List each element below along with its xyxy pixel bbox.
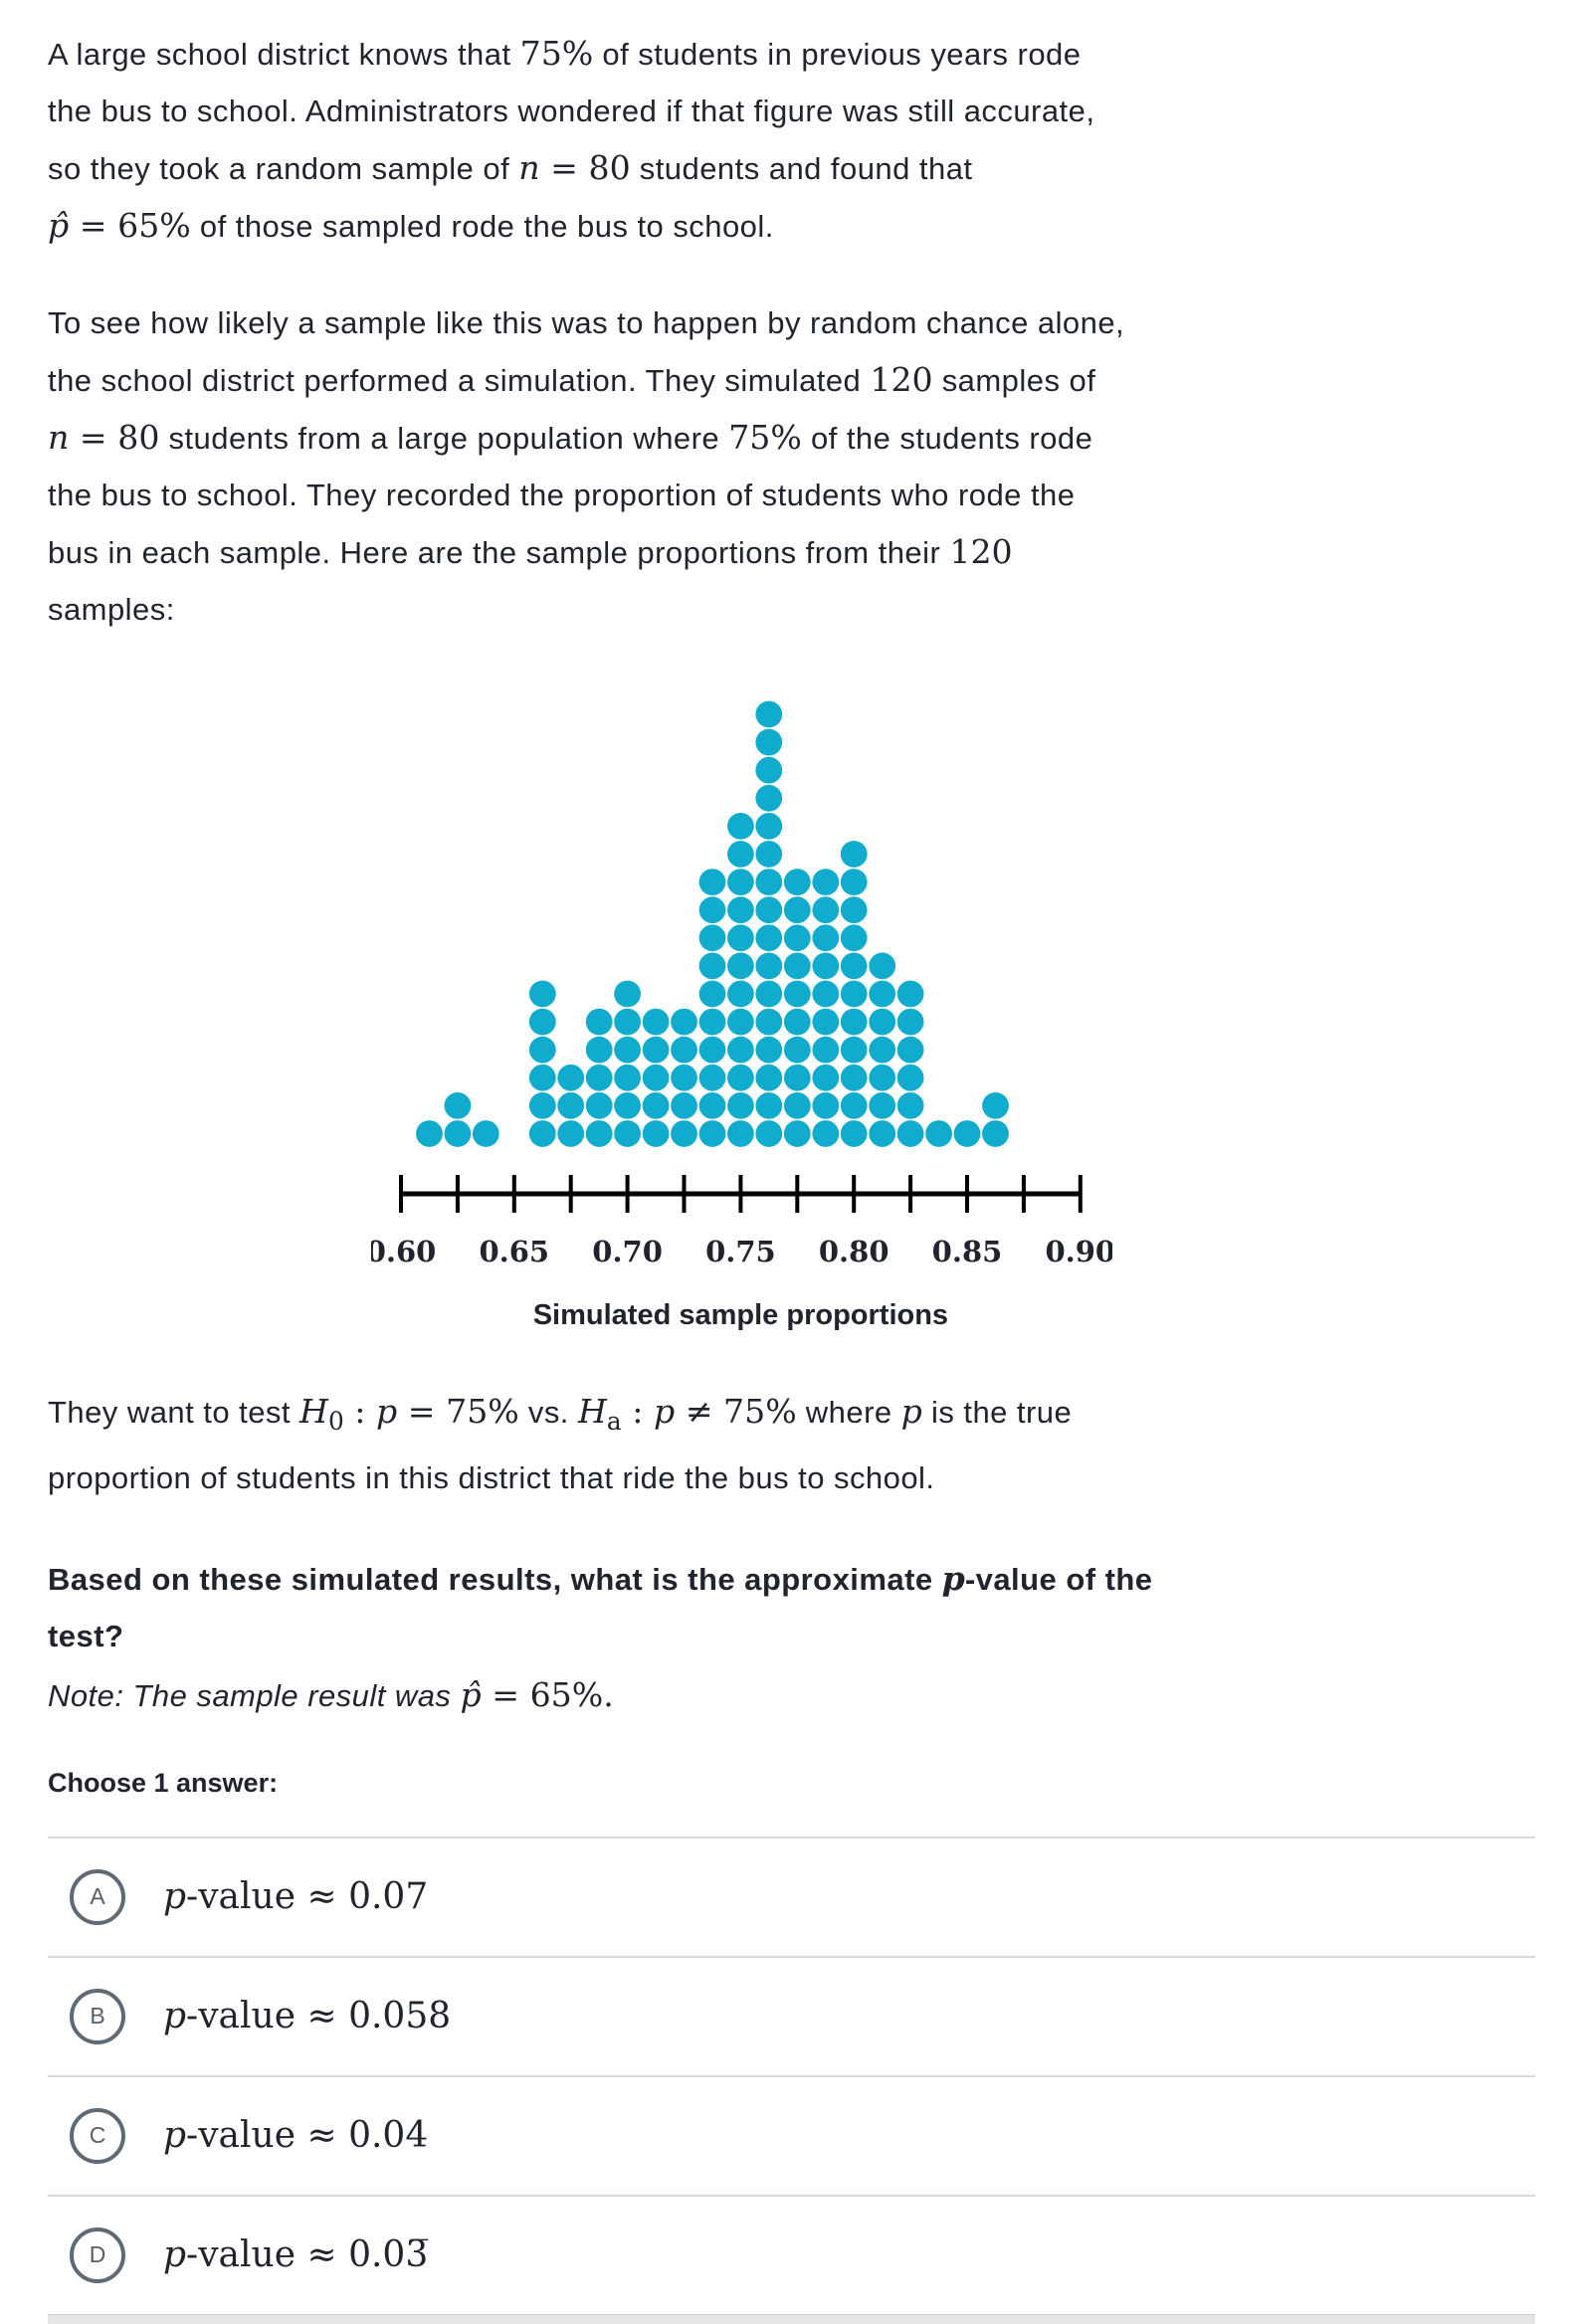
simulation-paragraph: To see how likely a sample like this was to happen by random chance alone, the school district performed a simulation. They simulated 120 samples of n = 80 students from a large population where 75% of the students rode the bus to school. They recorded the proportion of students who rode the bus in each sample. Here are the sample proportions from their 120 samples: [48,305,1125,627]
answer-option-a[interactable] [48,1839,1535,1956]
hypothesis-paragraph: They want to test $H_0$ : p = 75% vs. $H_a$ : p ≠ 75% where p is the true proportion of students in this district that ride the bus to school. [48,1392,1073,1495]
answer-option-d[interactable] [48,2197,1535,2314]
svg-text:0.80: 0.80 [818,1235,890,1268]
option-letter: C [89,2122,106,2149]
radio-button-b[interactable] [70,1989,125,2044]
svg-text:0.60: 0.60 [371,1235,437,1268]
option-label: p-value ≈ 0.07 [163,1876,429,1918]
dot-plot-svg [371,679,1112,1336]
svg-text:0.70: 0.70 [592,1235,663,1268]
question-text: Based on these simulated results, what is the approximate p-value of the test? [48,1558,1153,1653]
radio-button-c[interactable] [70,2108,125,2164]
section-divider [48,2314,1535,2324]
radio-button-d[interactable] [70,2227,125,2283]
option-label: p-value ≈ 0.058 [163,1996,452,2037]
option-letter: A [90,1883,105,1910]
intro-paragraph: A large school district knows that 75% of students in previous years rode the bus to school. Administrators wondered if that figure was still accurate, so they took a random sample of n = 80 students and found that p̂ = 65% of those sampled rode the bus to school. [48,34,1095,245]
note-text: Note: The sample result was p̂ = 65%. [48,1674,614,1714]
svg-text:Simulated sample proportions: Simulated sample proportions [532,1299,949,1331]
option-letter: B [90,2003,105,2030]
answer-option-c[interactable] [48,2077,1535,2195]
option-label: p-value ≈ 0.04 [163,2115,429,2157]
svg-text:0.90: 0.90 [1045,1235,1112,1268]
svg-text:0.75: 0.75 [705,1235,776,1268]
svg-text:0.65: 0.65 [479,1235,550,1268]
answer-option-b[interactable] [48,1958,1535,2075]
dot-plot [371,679,1112,1341]
radio-button-a[interactable] [70,1869,125,1925]
option-letter: D [89,2241,106,2268]
option-label: p-value ≈ 0.03̅ [163,2234,429,2276]
choose-answer-label: Choose 1 answer: [48,1767,279,1798]
svg-text:0.85: 0.85 [931,1235,1003,1268]
